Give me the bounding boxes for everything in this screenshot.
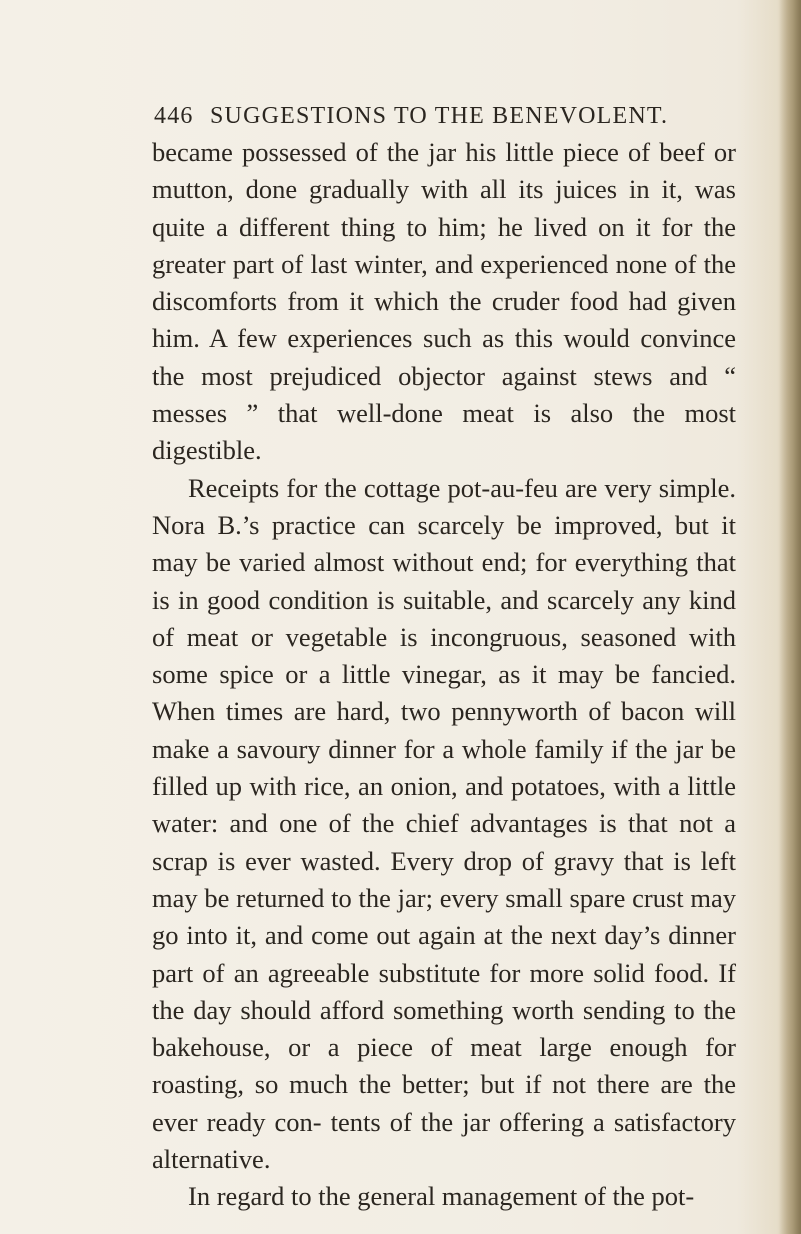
running-title: SUGGESTIONS TO THE BENEVOLENT. xyxy=(210,103,669,129)
paragraph-management: In regard to the general management of the pot- xyxy=(188,1181,695,1212)
body-text xyxy=(152,134,736,1216)
paragraph-continued: became possessed of the jar his little piece of beef or mutton, done gradually with all its juices in it, was quite a different thing to him; he lived on it for the greater part of last winter, and experienced none of the discomforts from it which the cruder food had given him. A few experiences such as this would convince the most prejudiced objector against stews and “ messes ” that well-done meat is also the most digestible. xyxy=(152,137,736,466)
page-edge-shadow xyxy=(779,0,801,1234)
page-number: 446 xyxy=(154,103,194,129)
running-header xyxy=(154,103,674,130)
paragraph-receipts: Receipts for the cottage pot-au-feu are very simple. Nora B.’s practice can scarcely be improved, but it may be varied almost without end; for everything that is in good condition is suitable, and scarcely any kind of meat or vegetable is incongruous, seasoned with some spice or a little vinegar, as it may be fancied. When times are hard, two pennyworth of bacon will make a savoury dinner for a whole family if the jar be filled up with rice, an onion, and potatoes, with a little water: and one of the chief advantages is that not a scrap is ever wasted. Every drop of gravy that is left may be returned to the jar; every small spare crust may go into it, and come out again at the next day’s dinner part of an agreeable substitute for more solid food. If the day should afford something worth sending to the bakehouse, or a piece of meat large enough for roasting, so much the better; but if not there are the ever ready con- tents of the jar offering a satisfactory alternative. xyxy=(152,472,736,1175)
